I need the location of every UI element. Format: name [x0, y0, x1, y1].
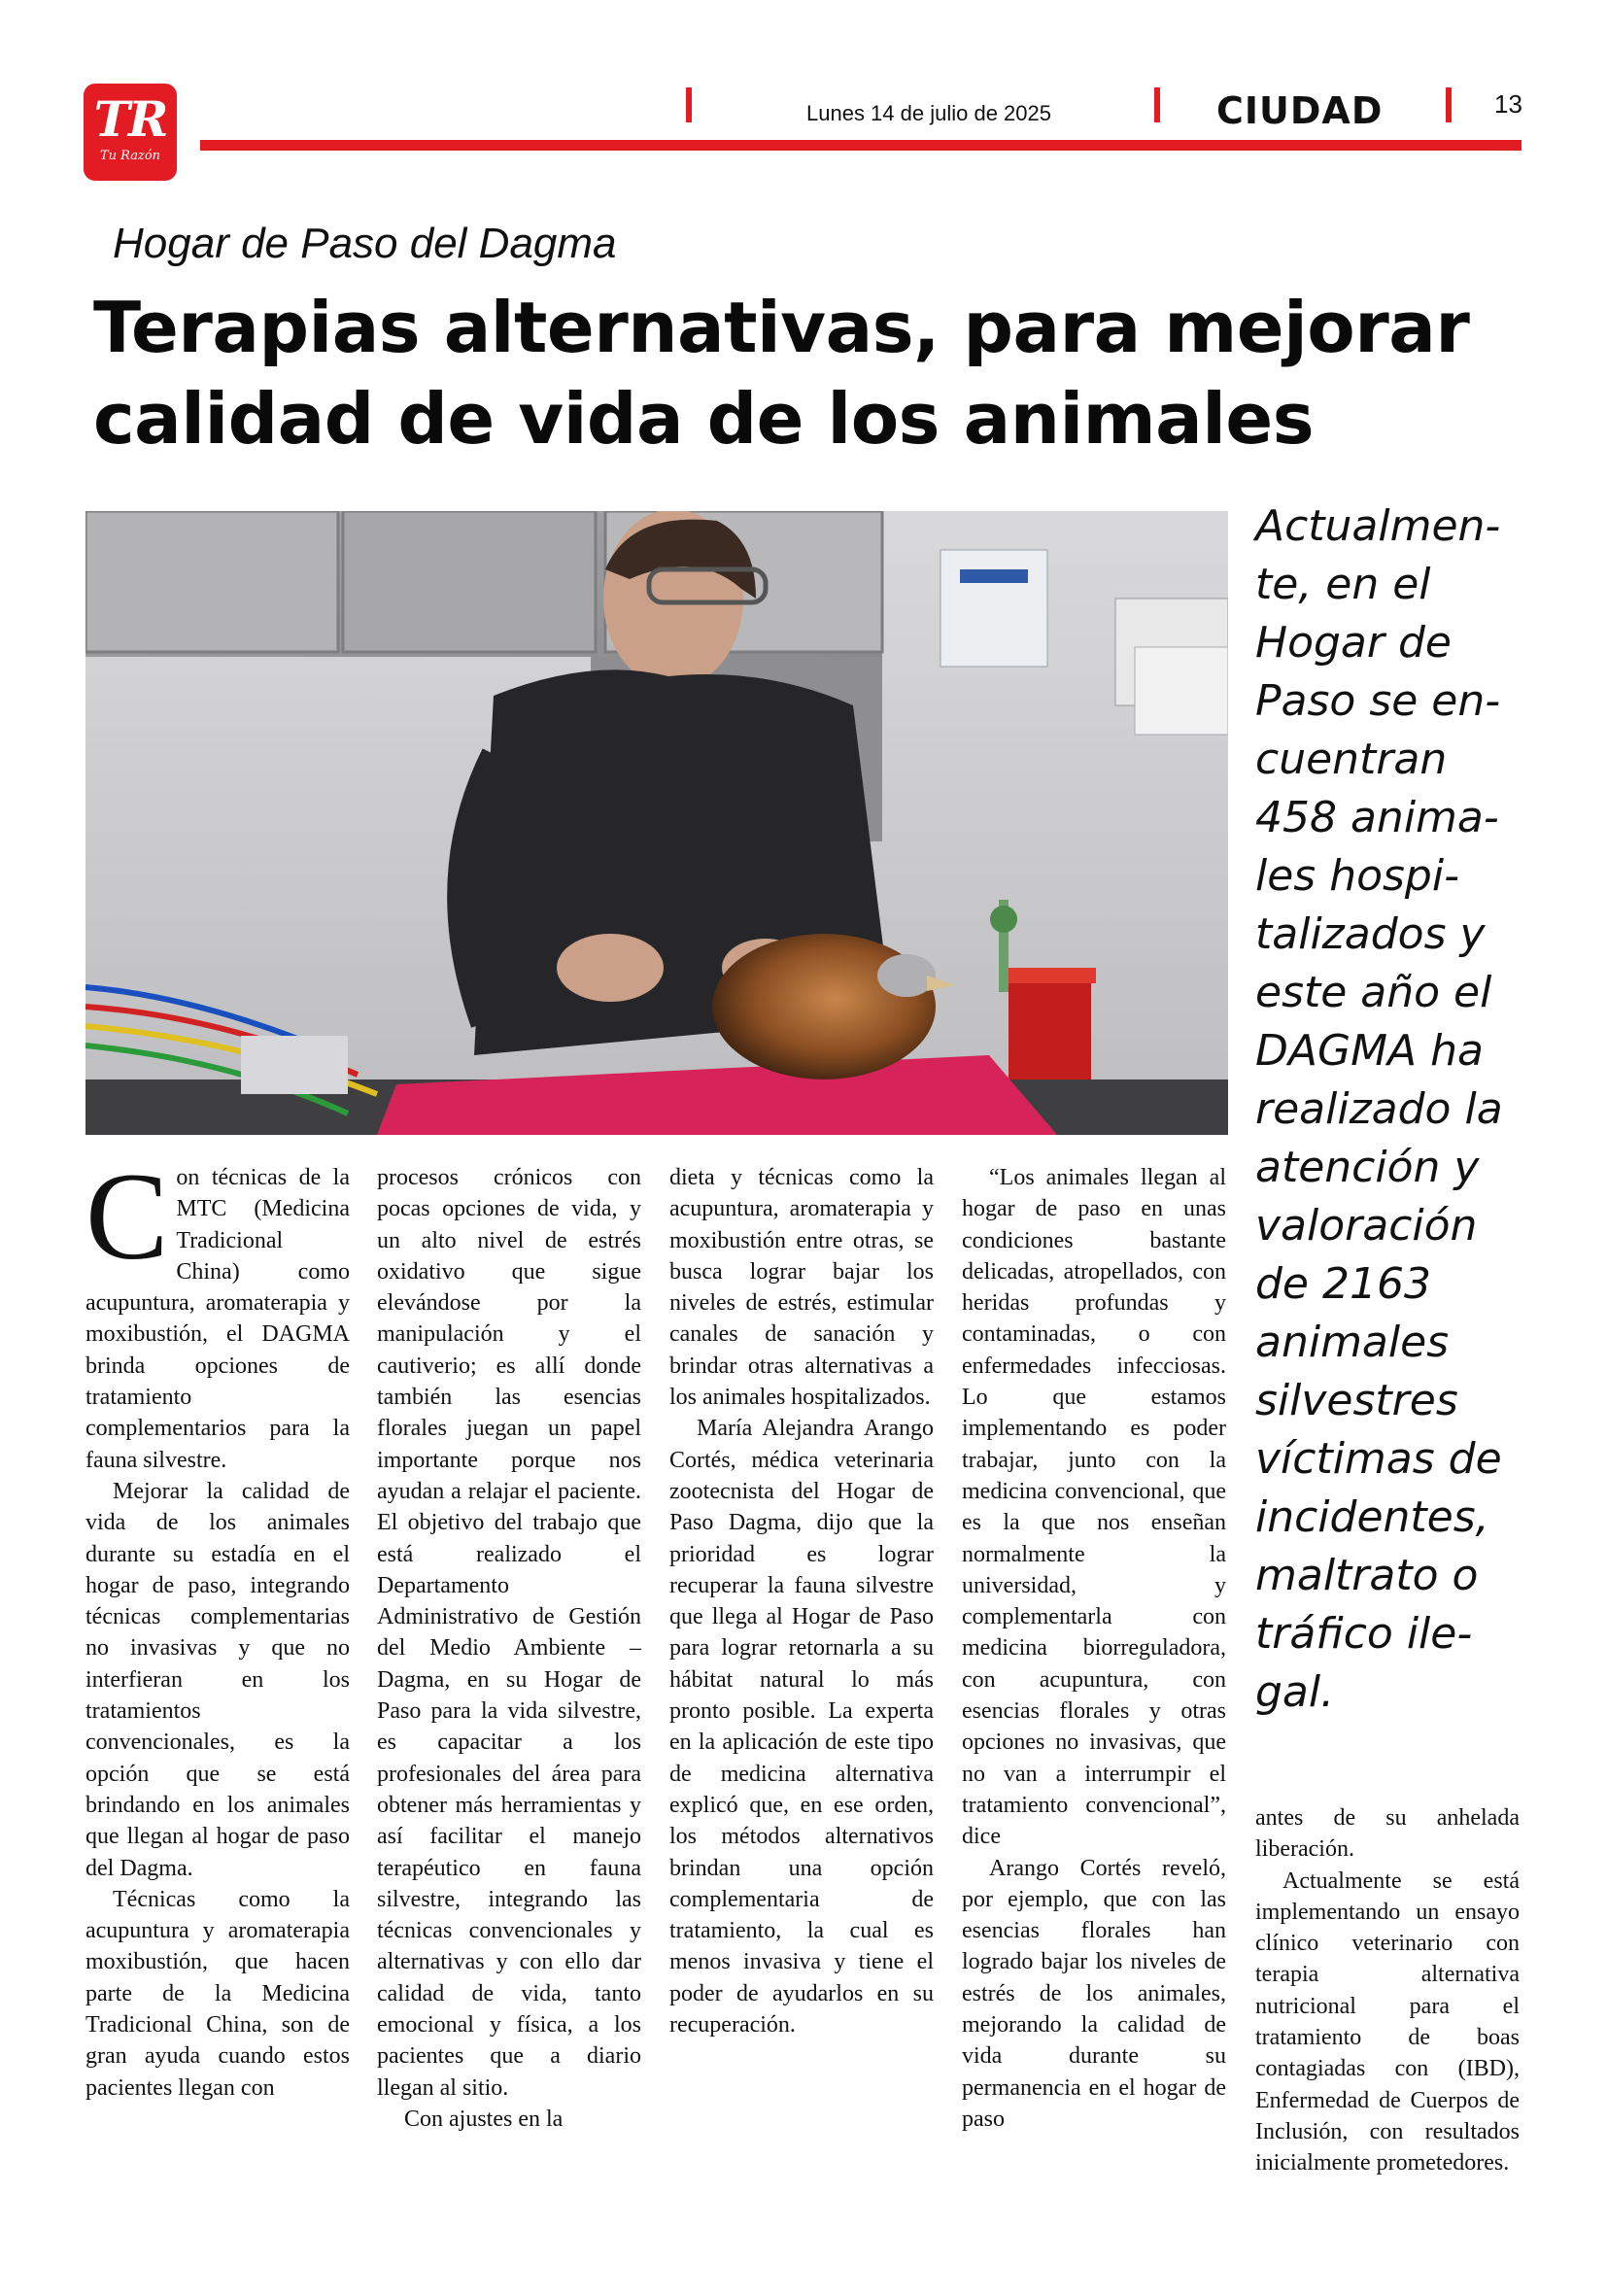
article-headline: Terapias alternativas, para mejorar calidad de vida de los animales — [93, 287, 1470, 460]
issue-date: Lunes 14 de julio de 2025 — [806, 101, 1051, 125]
tu-razon-logo — [84, 84, 177, 181]
header-divider — [1446, 87, 1452, 122]
logo-subtitle: Tu Razón — [99, 149, 161, 163]
header-divider — [686, 87, 692, 122]
article-kicker: Hogar de Paso del Dagma — [113, 220, 617, 267]
veterinarian-with-bird-illustration — [85, 511, 1228, 1135]
paragraph: dieta y técnicas como la acupuntura, aromaterapia y moxibustión entre otras, se busca lograr bajar los niveles de estrés, estimular canales de sanación y brindar otras alternativas a los animales hospitalizados. — [669, 1165, 934, 1411]
logo-mark: TR — [93, 90, 167, 148]
paragraph: procesos crónicos con pocas opciones de vida, y un alto nivel de estrés oxidativo que sigue elevándose por la manipulación y el cautiverio; es allí donde también las esencias florales juegan un papel importante porque nos ayudan a relajar el paciente. El objetivo del trabajo que está realizado el Departamento Administrativo de Gestión del Medio Ambiente – Dagma, en su Hogar de Paso para la vida silvestre, es capacitar a los profesionales del área para obtener más herramientas y así facilitar el manejo terapéutico en fauna silvestre, integrando las técnicas convencionales y alternativas y con ello dar calidad de vida, tanto emocional y física, a los pacientes que a diario llegan al sitio. — [377, 1165, 641, 2101]
page-number: 13 — [1494, 89, 1522, 119]
paragraph: Arango Cortés reveló, por ejemplo, que con las esencias florales han logrado bajar los niveles de estrés de los animales, mejorando la calidad de vida durante su permanencia en el hogar de paso — [962, 1855, 1226, 2132]
article-photo — [85, 511, 1228, 1135]
body-column-5 — [1255, 1802, 1520, 2179]
paragraph: Con ajustes en la — [404, 2106, 564, 2132]
body-column-2 — [377, 1162, 641, 2135]
body-column-4 — [962, 1162, 1226, 2135]
drop-cap: C — [85, 1148, 169, 1285]
paragraph: Técnicas como la acupuntura y aromaterapia moxibustión, que hacen parte de la Medicina Tradicional China, son de gran ayuda cuando estos pacientes llegan con — [85, 1886, 350, 2101]
header-divider — [1154, 87, 1160, 122]
paragraph: María Alejandra Arango Cortés, médica veterinaria zootecnista del Hogar de Paso Dagma, dijo que la prioridad es lograr recuperar la fauna silvestre que llega al Hogar de Paso para lograr retornarla a su hábitat natural lo más pronto posible. La experta en la aplicación de este tipo de medicina alternativa explicó que, en ese orden, los métodos alternativos brindan una opción complementaria de tratamiento, la cual es menos invasiva y tiene el poder de ayudarlos en su recuperación. — [669, 1416, 934, 2039]
section-name: CIUDAD — [1216, 89, 1384, 132]
paragraph: Mejorar la calidad de vida de los animales durante su estadía en el hogar de paso, integrando técnicas complementarias no invasivas y que no interfieran en los tratamientos convencionales, es la opción que se está brindando en los animales que llegan al hogar de paso del Dagma. — [85, 1478, 350, 1881]
pull-quote: Actualmen-te, en el Hogar de Paso se en-cuentran 458 anima-les hospi-talizados y este año el DAGMA ha realizado la atención y valoración de 2163 animales silvestres víctimas de incidentes, maltrato o tráfico ile-gal. — [1255, 501, 1503, 1717]
paragraph: on técnicas de la MTC (Medicina Tradicional China) como acupuntura, aromaterapia y moxibustión, el DAGMA brinda opciones de tratamiento complementarios para la fauna silvestre. — [85, 1165, 350, 1473]
paragraph: “Los animales llegan al hogar de paso en unas condiciones bastante delicadas, atropellados, con heridas profundas y contaminadas, o con enfermedades infecciosas. Lo que estamos implementando es poder trabajar, junto con la medicina convencional, que es la que nos enseñan normalmente la universidad, y complementarla con medicina biorreguladora, con acupuntura, con esencias florales y otras opciones no invasivas, que no van a interrumpir el tratamiento convencional”, dice — [962, 1165, 1226, 1850]
body-column-1 — [85, 1148, 350, 2104]
paragraph: antes de su anhelada liberación. — [1255, 1805, 1520, 1863]
header-rule — [200, 140, 1522, 151]
paragraph: Actualmente se está implementando un ensayo clínico veterinario con terapia alternativa nutricional para el tratamiento de boas contagiadas con (IBD), Enfermedad de Cuerpos de Inclusión, con resultados inicialmente prometedores. — [1255, 1868, 1520, 2176]
body-column-3 — [669, 1162, 934, 2040]
